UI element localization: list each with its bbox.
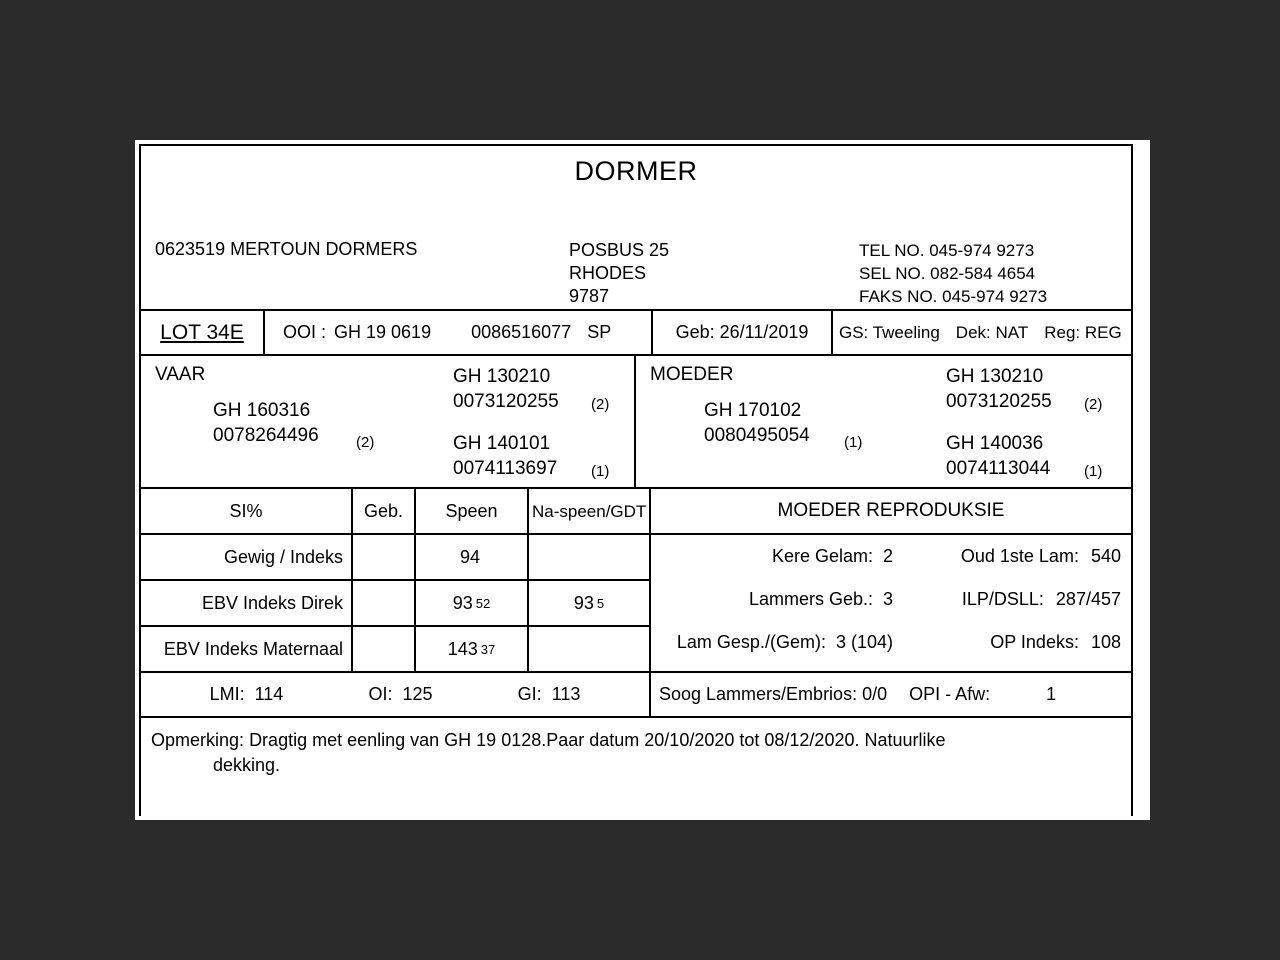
repro-left: [651, 589, 901, 610]
repro-right-value: 540: [1090, 546, 1121, 566]
mating-type: Dek: NAT: [955, 322, 1029, 342]
ooi-type: SP: [587, 322, 612, 342]
dam-self-tag: GH 170102: [704, 400, 802, 421]
remark-block: [141, 718, 1131, 778]
lot-row: [141, 309, 1131, 356]
gi-group: [518, 684, 581, 705]
dam-self: [704, 398, 810, 448]
sire-sire-tag: GH 130210: [453, 366, 551, 387]
sire-dam: [453, 431, 557, 481]
index-row-geb: [353, 627, 416, 671]
dam-dam-number: 0074113044: [946, 458, 1051, 479]
sire-dam-number: 0074113697: [453, 458, 558, 479]
index-row-label: EBV Indeks Maternaal: [141, 627, 353, 671]
index-header-speen: Speen: [416, 489, 529, 533]
repro-right-label: ILP/DSLL:: [961, 589, 1044, 609]
repro-row: [651, 621, 1131, 664]
pedigree-certificate: [139, 144, 1133, 816]
sire-self: [213, 398, 319, 448]
sire-dam-sup: (1): [591, 463, 610, 480]
gi-label: GI:: [517, 684, 542, 704]
index-row-ebv-direct: [141, 581, 649, 627]
repro-right-label: OP Indeks:: [990, 632, 1079, 652]
page-title: DORMER: [574, 156, 698, 186]
address-line-1: POSBUS 25: [569, 240, 670, 260]
index-header-naspeen: Na-speen/GDT: [532, 501, 647, 521]
repro-left-value: 3: [882, 589, 893, 609]
index-row-naspeen: [529, 627, 649, 671]
dam-self-sup: (1): [844, 434, 863, 451]
repro-left-value: 3 (104): [835, 632, 893, 652]
index-row-naspeen-sub: 5: [596, 595, 605, 611]
repro-right-value: 108: [1090, 632, 1121, 652]
summary-repro: [651, 673, 1131, 716]
lmi-label: LMI:: [209, 684, 245, 704]
registration-status: Reg: REG: [1044, 322, 1122, 342]
index-row-speen-sub: 37: [480, 641, 496, 657]
dam-title: MOEDER: [650, 364, 734, 385]
dam-sire-sup: (2): [1084, 396, 1103, 413]
ooi-tag: GH 19 0619: [334, 322, 432, 342]
index-and-repro: [141, 489, 1131, 673]
repro-row: [651, 578, 1131, 621]
index-row-speen: [416, 581, 529, 625]
document-page: [135, 140, 1150, 820]
dam-sire: [946, 364, 1052, 414]
owner-code: 0623519: [155, 239, 226, 259]
sire-sire-sup: (2): [591, 396, 610, 413]
opi-group: [909, 684, 1056, 705]
repro-right-value: 287/457: [1055, 589, 1121, 609]
address-line-3: 9787: [569, 286, 610, 306]
oi-value: 125: [402, 684, 433, 704]
index-row-naspeen: [529, 535, 649, 579]
lmi-value: 114: [254, 684, 284, 704]
dam-sire-tag: GH 130210: [946, 366, 1044, 387]
dam-dam-sup: (1): [1084, 463, 1103, 480]
index-row-speen: [416, 627, 529, 671]
remark-line-2: dekking.: [213, 755, 281, 775]
owner-name: MERTOUN DORMERS: [230, 239, 418, 259]
index-row-ebv-maternal: [141, 627, 649, 671]
repro-left-label: Lam Gesp./(Gem):: [676, 632, 826, 652]
repro-right: [901, 546, 1131, 567]
sire-dam-tag: GH 140101: [453, 433, 551, 454]
oi-group: [368, 684, 432, 705]
birth-status: GS: Tweeling: [839, 322, 940, 342]
sire-self-sup: (2): [356, 434, 375, 451]
pedigree-block: [141, 356, 1131, 489]
sire-title: VAAR: [155, 364, 206, 385]
repro-right-label: Oud 1ste Lam:: [960, 546, 1079, 566]
address-line-2: RHODES: [569, 263, 647, 283]
repro-right: [901, 632, 1131, 653]
dam-sire-number: 0073120255: [946, 391, 1052, 412]
oi-label: OI:: [368, 684, 393, 704]
opi-value: 1: [1046, 684, 1057, 704]
contact-block: [859, 239, 1047, 308]
contact-fax: FAKS NO. 045-974 9273: [859, 287, 1048, 306]
sire-column: [141, 356, 636, 487]
header-block: [141, 187, 1131, 309]
index-row-speen-value: 143: [447, 638, 478, 659]
repro-right: [901, 589, 1131, 610]
index-row-speen-value: 93: [452, 592, 473, 613]
repro-left: [651, 546, 901, 567]
summary-row: [141, 673, 1131, 718]
repro-left-label: Kere Gelam:: [771, 546, 873, 566]
index-header-row: [141, 489, 649, 535]
lot-cell: [141, 311, 265, 354]
contact-cell: SEL NO. 082-584 4654: [859, 264, 1036, 283]
lot-label: LOT 34E: [160, 320, 244, 344]
index-table: [141, 489, 651, 671]
index-row-naspeen-value: 93: [573, 592, 594, 613]
soog-lammers: Soog Lammers/Embrios: 0/0: [659, 684, 888, 704]
remark-line-1: Dragtig met eenling van GH 19 0128.Paar datum 20/10/2020 tot 08/12/2020. Natuurlike: [249, 730, 946, 750]
index-row-weight: [141, 535, 649, 581]
sire-sire: [453, 364, 559, 414]
index-row-geb: [353, 535, 416, 579]
index-row-label: Gewig / Indeks: [141, 535, 353, 579]
index-row-label: EBV Indeks Direk: [141, 581, 353, 625]
index-row-geb: [353, 581, 416, 625]
sire-sire-number: 0073120255: [453, 391, 559, 412]
dam-dam-tag: GH 140036: [946, 433, 1044, 454]
gi-value: 113: [551, 684, 581, 704]
birth-cell: Geb: 26/11/2019: [653, 311, 833, 354]
index-row-speen-sub: 52: [475, 595, 491, 611]
lmi-group: [210, 684, 284, 705]
index-row-speen: [416, 535, 529, 579]
dam-dam: [946, 431, 1050, 481]
address-block: [569, 239, 669, 308]
repro-left-label: Lammers Geb.:: [748, 589, 873, 609]
dam-column: [636, 356, 1131, 487]
index-header-si: SI%: [141, 489, 353, 533]
summary-indices: [141, 673, 651, 716]
dam-self-number: 0080495054: [704, 425, 810, 446]
ewe-cell: [265, 311, 653, 354]
status-cell: [833, 311, 1131, 354]
repro-title: MOEDER REPRODUKSIE: [651, 489, 1131, 535]
index-row-speen-value: 94: [459, 546, 481, 567]
contact-tel: TEL NO. 045-974 9273: [859, 241, 1035, 260]
repro-table: [651, 489, 1131, 671]
ooi-label: OOI :: [283, 322, 327, 342]
opi-label: OPI - Afw:: [909, 684, 991, 704]
index-row-naspeen: [529, 581, 649, 625]
index-header-geb: Geb.: [353, 489, 416, 533]
owner-line: [155, 239, 417, 260]
sire-self-number: 0078264496: [213, 425, 319, 446]
sire-self-tag: GH 160316: [213, 400, 311, 421]
ooi-number: 0086516077: [471, 322, 572, 342]
repro-row: [651, 535, 1131, 578]
remark-label: Opmerking:: [151, 730, 245, 750]
repro-left: [651, 632, 901, 653]
repro-left-value: 2: [882, 546, 893, 566]
